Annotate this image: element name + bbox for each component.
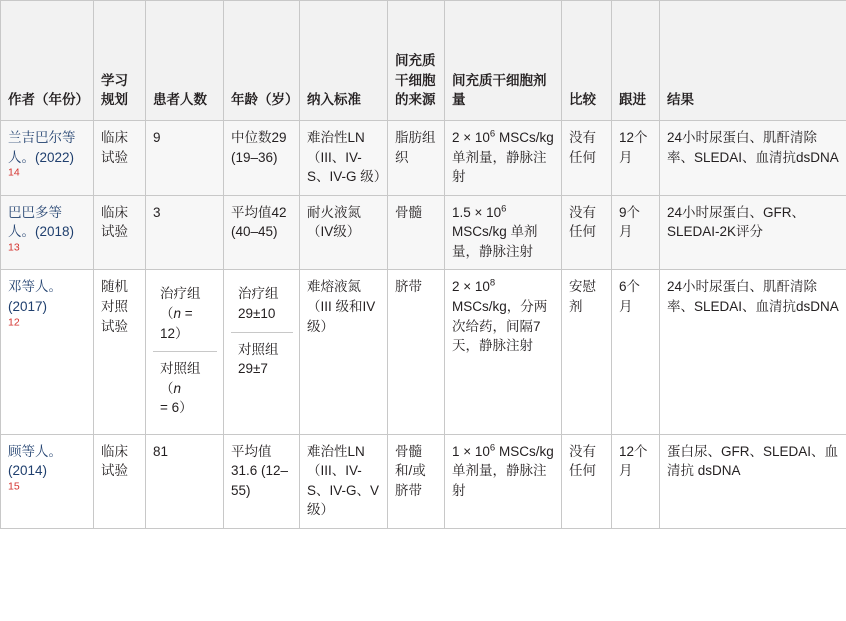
column-header-comparison: 比较 (562, 1, 612, 121)
column-header-study-design: 学习规划 (94, 1, 146, 121)
dose-exponent: 8 (489, 277, 496, 289)
column-header-msc-source: 间充质干细胞的来源 (388, 1, 445, 121)
age-subgroup-treatment (231, 277, 293, 332)
author-citation: 邓等人。(2017) (8, 279, 62, 314)
author-citation: 巴巴多等人。(2018) (8, 204, 75, 240)
subgroup-value: = 6） (160, 400, 193, 416)
subgroup-label: 治疗组（ (160, 286, 201, 321)
table-row (1, 270, 846, 434)
cell-age: 中位数29 (19–36) (224, 121, 300, 196)
dose-exponent: 6 (501, 203, 507, 215)
cell-author (1, 121, 94, 196)
cell-msc-dose (445, 434, 562, 528)
cell-inclusion-criteria: 耐火液氮（IV级） (300, 195, 388, 270)
dose-detail: MSCs/kg 单剂量，静脉注射 (452, 224, 538, 259)
column-header-age: 年龄（岁） (224, 1, 300, 121)
header-row (1, 1, 846, 121)
age-subgroup-control (231, 332, 293, 387)
reference-number: 12 (8, 316, 20, 328)
column-header-author: 作者（年份） (1, 1, 94, 121)
dose-detail: MSCs/kg 单剂量，静脉注射 (452, 443, 554, 498)
cell-author (1, 270, 94, 434)
cell-inclusion-criteria: 难治性LN（III、IV-S、IV-G、V 级） (300, 434, 388, 528)
cell-followup: 9个月 (612, 195, 660, 270)
cell-msc-source: 骨髓 (388, 195, 445, 270)
reference-number: 13 (8, 241, 20, 254)
cell-msc-source: 脐带 (388, 270, 445, 434)
cell-msc-source: 骨髓和/或脐带 (388, 434, 445, 528)
cell-outcome: 蛋白尿、GFR、SLEDAI、血清抗 dsDNA (660, 434, 846, 528)
cell-outcome: 24小时尿蛋白、肌酐清除率、SLEDAI、血清抗dsDNA (660, 270, 846, 434)
column-header-outcome: 结果 (660, 1, 846, 121)
cell-study-design: 临床试验 (94, 434, 146, 528)
italic-n: n (173, 305, 182, 321)
cell-patient-count (146, 270, 224, 434)
cell-followup: 12个月 (612, 121, 660, 196)
cell-comparison: 没有任何 (562, 195, 612, 270)
cell-msc-dose (445, 121, 562, 196)
cell-author (1, 434, 94, 528)
patient-subgroups (153, 277, 217, 425)
subgroup-value: = 12） (160, 305, 193, 341)
cell-followup: 6个月 (612, 270, 660, 434)
column-header-followup: 跟进 (612, 1, 660, 121)
dose-base: 1.5 × 10 (452, 204, 502, 220)
cell-msc-source: 脂肪组织 (388, 121, 445, 196)
cell-msc-dose (445, 270, 562, 434)
reference-number: 15 (8, 480, 20, 493)
table-row (1, 434, 846, 528)
cell-msc-dose (445, 195, 562, 270)
cell-patient-count: 3 (146, 195, 224, 270)
table-header (1, 1, 846, 121)
cell-comparison: 没有任何 (562, 121, 612, 196)
dose-base: 2 × 10 (452, 130, 490, 145)
cell-comparison: 没有任何 (562, 434, 612, 528)
cell-outcome: 24小时尿蛋白、GFR、SLEDAI-2K评分 (660, 195, 846, 270)
cell-inclusion-criteria: 难熔液氮（III 级和IV 级） (300, 270, 388, 434)
column-header-msc-dose: 间充质干细胞剂量 (445, 1, 562, 121)
column-header-inclusion-criteria: 纳入标准 (300, 1, 388, 121)
dose-detail: MSCs/kg 单剂量，静脉注射 (452, 130, 554, 185)
italic-n: n (173, 380, 182, 396)
cell-study-design: 临床试验 (94, 195, 146, 270)
cell-age: 平均值42 (40–45) (224, 195, 300, 270)
table-row (1, 195, 846, 270)
age-subgroups (231, 277, 293, 386)
cell-outcome: 24小时尿蛋白、肌酐清除率、SLEDAI、血清抗dsDNA (660, 121, 846, 196)
patient-subgroup-control (153, 352, 217, 426)
dose-exponent: 6 (489, 442, 496, 454)
cell-age (224, 270, 300, 434)
author-citation: 顾等人。(2014) (8, 443, 62, 479)
dose-base: 2 × 10 (452, 279, 490, 295)
cell-followup: 12个月 (612, 434, 660, 528)
age-control: 对照组29±7 (238, 341, 279, 377)
cell-patient-count: 81 (146, 434, 224, 528)
age-treatment: 治疗组29±10 (231, 277, 293, 332)
cell-study-design: 临床试验 (94, 121, 146, 196)
table-row (1, 121, 846, 196)
cell-age: 平均值31.6 (12–55) (224, 434, 300, 528)
table-body (1, 121, 846, 529)
cell-patient-count: 9 (146, 121, 224, 196)
subgroup-label: 对照组（ (160, 361, 201, 396)
dose-base: 1 × 10 (452, 443, 490, 459)
patient-subgroup-treatment (153, 277, 217, 351)
author-citation: 兰吉巴尔等人。(2022) (8, 130, 76, 165)
dose-detail: MSCs/kg，分两次给药，间隔7天，静脉注射 (452, 298, 548, 354)
cell-author (1, 195, 94, 270)
dose-exponent: 6 (489, 128, 496, 140)
column-header-patient-count: 患者人数 (146, 1, 224, 121)
reference-number: 14 (8, 166, 20, 179)
cell-inclusion-criteria: 难治性LN（III、IV-S、IV-G 级） (300, 121, 388, 196)
cell-comparison: 安慰剂 (562, 270, 612, 434)
cell-study-design: 随机对照试验 (94, 270, 146, 434)
